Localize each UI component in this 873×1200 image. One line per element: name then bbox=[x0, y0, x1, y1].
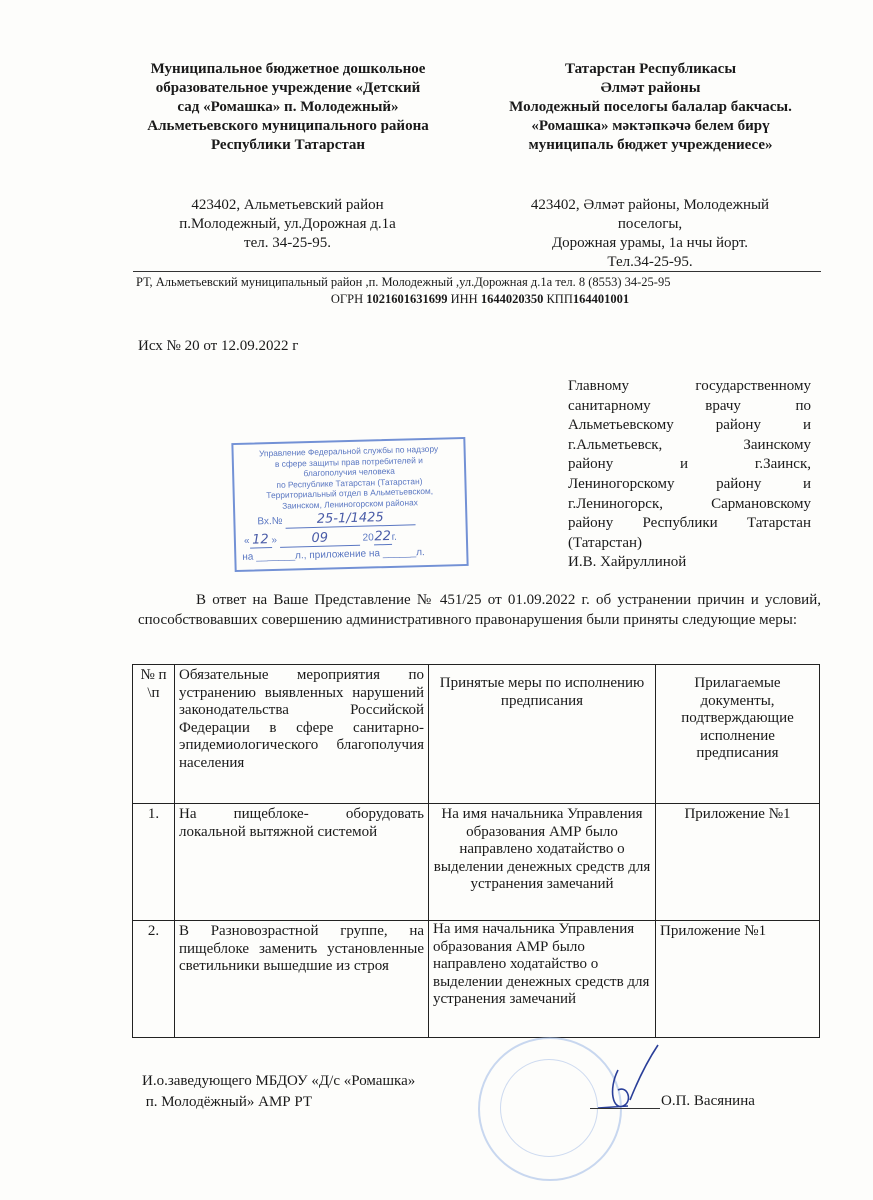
header-attached-documents: Прилагаемые документы, подтверждающие исполнение предписания bbox=[656, 665, 820, 804]
kpp-value: 164401001 bbox=[572, 292, 630, 306]
organization-seal-inner bbox=[500, 1059, 598, 1157]
incoming-number: 25-1/1425 bbox=[316, 510, 384, 527]
incoming-registration-stamp: Управление Федеральной службы по надзору в сфере защиты прав потребителей и благополучия человека по Республике Татарстан (Татарстан) Территориальный отдел в Альметьевском, Заинском, Лениногорском районах Вх.№ 25-1/1425 « 12 » 09 2022г. на _______л., приложение на ______л. bbox=[231, 437, 468, 572]
org-name-russian: Муниципальное бюджетное дошкольное образовательное учреждение «Детский сад «Ромашка» п. Молодежный» Альметьевского муниципального района Республики Татарстан bbox=[147, 61, 429, 153]
header-number: № п\п bbox=[133, 665, 175, 804]
table-row: 1. На пищеблоке- оборудовать локальной вытяжной системой На имя начальника Управления образования АМР было направлено ходатайство о выделении денежных средств для устранения замечаний Приложение №1 bbox=[133, 804, 820, 921]
signatory-name: О.П. Васянина bbox=[661, 1093, 755, 1109]
signatory-position: И.о.заведующего МБДОУ «Д/с «Ромашка» п. Молодёжный» АМР РТ bbox=[142, 1073, 416, 1110]
incoming-day: 12 bbox=[251, 532, 269, 548]
requisites-address: РТ, Альметьевский муниципальный район ,п. Молодежный ,ул.Дорожная д.1а тел. 8 (8553) 34-25-95 bbox=[136, 275, 671, 289]
intro-paragraph: В ответ на Ваше Представление № 451/25 от 01.09.2022 г. об устранении причин и условий, способствовавших совершению административного правонарушения были приняты следующие меры: bbox=[138, 592, 821, 628]
ogrn-value: 1021601631699 bbox=[366, 292, 448, 306]
addressee-name: И.В. Хайруллиной bbox=[568, 554, 687, 571]
inn-value: 1644020350 bbox=[480, 292, 544, 306]
outgoing-number: Исх № 20 от 12.09.2022 г bbox=[138, 338, 299, 354]
header-divider bbox=[133, 271, 821, 272]
org-address-russian: 423402, Альметьевский район п.Молодежный, ул.Дорожная д.1а тел. 34-25-95. bbox=[179, 197, 396, 251]
incoming-year: 22 bbox=[374, 528, 392, 545]
signature-line bbox=[590, 1108, 660, 1109]
header-required-measures: Обязательные мероприятия по устранению выявленных нарушений законодательства Российской Федерации в сфере санитарно-эпидемиологического благополучия населения bbox=[175, 665, 429, 804]
measures-table bbox=[132, 664, 820, 1038]
requisites-codes: ОГРН 1021601631699 ИНН 1644020350 КПП164401001 bbox=[330, 292, 630, 306]
table-row: 2. В Разновозрастной группе, на пищеблоке заменить установленные светильники вышедшие из строя На имя начальника Управления образования АМР было направлено ходатайство о выделении денежных средств для устранения замечаний Приложение №1 bbox=[133, 921, 820, 1038]
header-taken-measures: Принятые меры по исполнению предписания bbox=[429, 665, 656, 804]
incoming-month: 09 bbox=[311, 530, 329, 547]
org-name-tatar: Татарстан Республикасы Әлмәт районы Молодежный поселогы балалар бакчасы. «Ромашка» мәктәпкәчә белем бирү муниципаль бюджет учреждениесе» bbox=[509, 61, 792, 153]
addressee-block: Главному государственному санитарному врачу по Альметьевскому району и г.Альметьевск, Заинскому району и г.Заинск, Лениногорскому району и г.Лениногорск, Сармановскому району Республики Татарстан (Татарстан) И.В. Хайруллиной bbox=[568, 377, 811, 573]
table-header-row bbox=[133, 665, 820, 804]
org-address-tatar: 423402, Әлмәт районы, Молодежный поселогы, Дорожная урамы, 1а нчы йорт. Тел.34-25-95. bbox=[530, 197, 770, 270]
